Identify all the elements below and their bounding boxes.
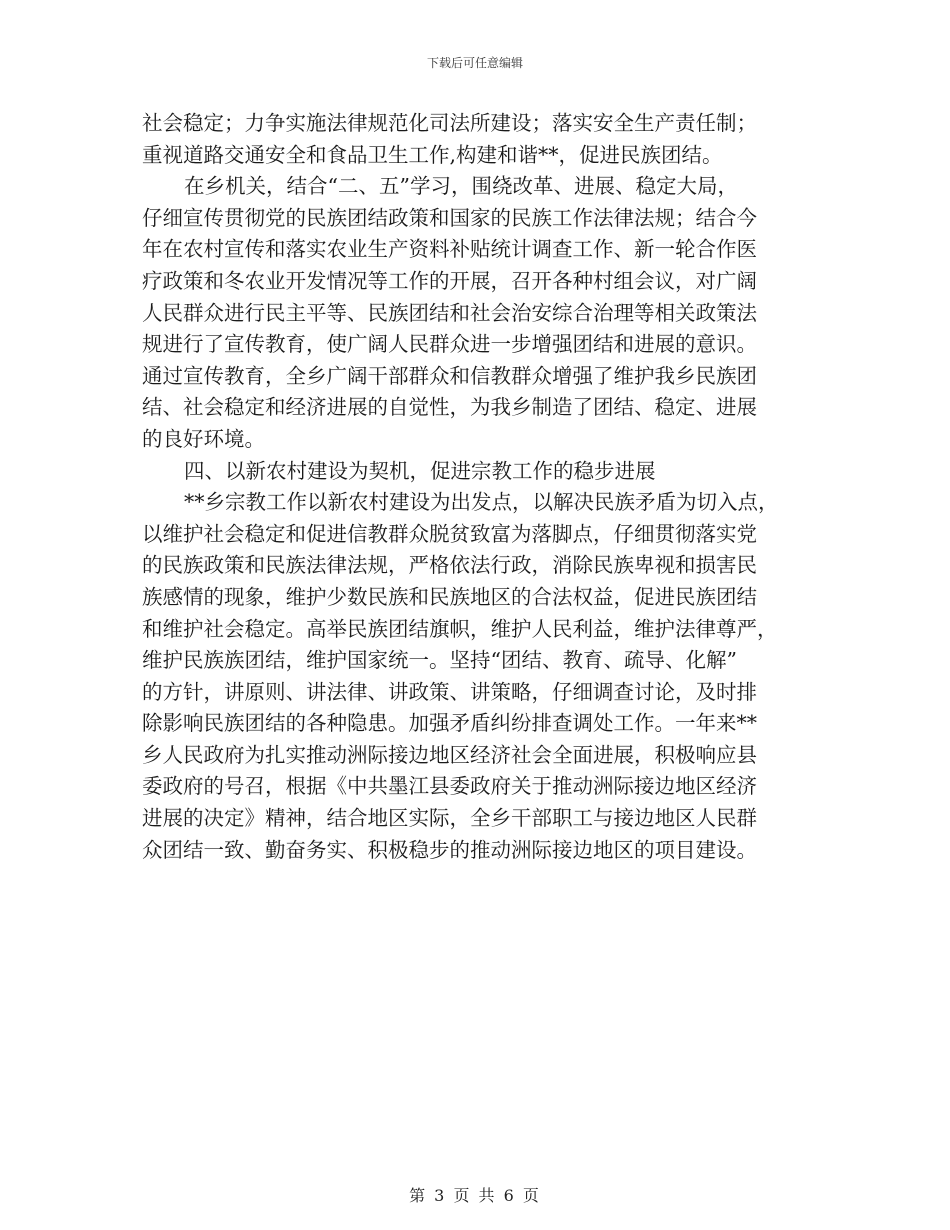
paragraph-line: 进展的决定》精神，结合地区实际，全乡干部职工与接边地区人民群: [142, 806, 757, 831]
paragraph-line: 委政府的号召，根据《中共墨江县委政府关于推动洲际接边地区经济: [142, 774, 757, 799]
paragraph-line: 社会稳定；力争实施法律规范化司法所建设；落实安全生产责任制；: [142, 111, 757, 135]
paragraph-line: 疗政策和冬农业开发情况等工作的开展，召开各种村组会议，对广阔: [142, 268, 757, 293]
paragraph-line: 人民群众进行民主平等、民族团结和社会治安综合治理等相关政策法: [142, 300, 757, 325]
paragraph-line: 众团结一致、勤奋务实、积极稳步的推动洲际接边地区的项目建设。: [142, 837, 757, 862]
header-note: 下载后可任意编辑: [426, 56, 523, 70]
paragraph-line: 年在农村宣传和落实农业生产资料补贴统计调查工作、新一轮合作医: [142, 237, 757, 262]
paragraph-line: **乡宗教工作以新农村建设为出发点，以解决民族矛盾为切入点，: [184, 490, 779, 515]
paragraph-line: 重视道路交通安全和食品卫生工作,构建和谐**，促进民族团结。: [142, 142, 723, 167]
paragraph-line: 在乡机关，结合“二、五”学习，围绕改革、进展、稳定大局，: [184, 174, 738, 199]
paragraph-line: 规进行了宣传教育，使广阔人民群众进一步增强团结和进展的意识。: [142, 332, 757, 357]
paragraph-line: 维护民族族团结，维护国家统一。坚持“团结、教育、疏导、化解”: [142, 648, 737, 673]
paragraph-line: 的方针，讲原则、讲法律、讲政策、讲策略，仔细调查讨论，及时排: [142, 679, 757, 704]
paragraph-line: 乡人民政府为扎实推动洲际接边地区经济社会全面进展，积极响应县: [142, 742, 757, 767]
paragraph-line: 的良好环境。: [142, 426, 265, 451]
paragraph-line: 以维护社会稳定和促进信教群众脱贫致富为落脚点，仔细贯彻落实党: [142, 521, 757, 546]
paragraph-line: 结、社会稳定和经济进展的自觉性，为我乡制造了团结、稳定、进展: [142, 395, 757, 420]
paragraph-line: 和维护社会稳定。高举民族团结旗帜，维护人民利益，维护法律尊严，: [142, 616, 778, 641]
section-heading: 四、以新农村建设为契机，促进宗教工作的稳步进展: [184, 458, 656, 483]
paragraph-line: 族感情的现象，维护少数民族和民族地区的合法权益，促进民族团结: [142, 584, 757, 609]
paragraph-line: 的民族政策和民族法律法规，严格依法行政，消除民族卑视和损害民: [142, 553, 757, 578]
paragraph-line: 通过宣传教育，全乡广阔干部群众和信教群众增强了维护我乡民族团: [142, 363, 757, 388]
body-text: [142, 108, 812, 866]
page-number: 第 3 页 共 6 页: [409, 1186, 541, 1205]
paragraph-line: 除影响民族团结的各种隐患。加强矛盾纠纷排查调处工作。一年来**: [142, 711, 757, 736]
paragraph-line: 仔细宣传贯彻党的民族团结政策和国家的民族工作法律法规；结合今: [142, 205, 757, 230]
